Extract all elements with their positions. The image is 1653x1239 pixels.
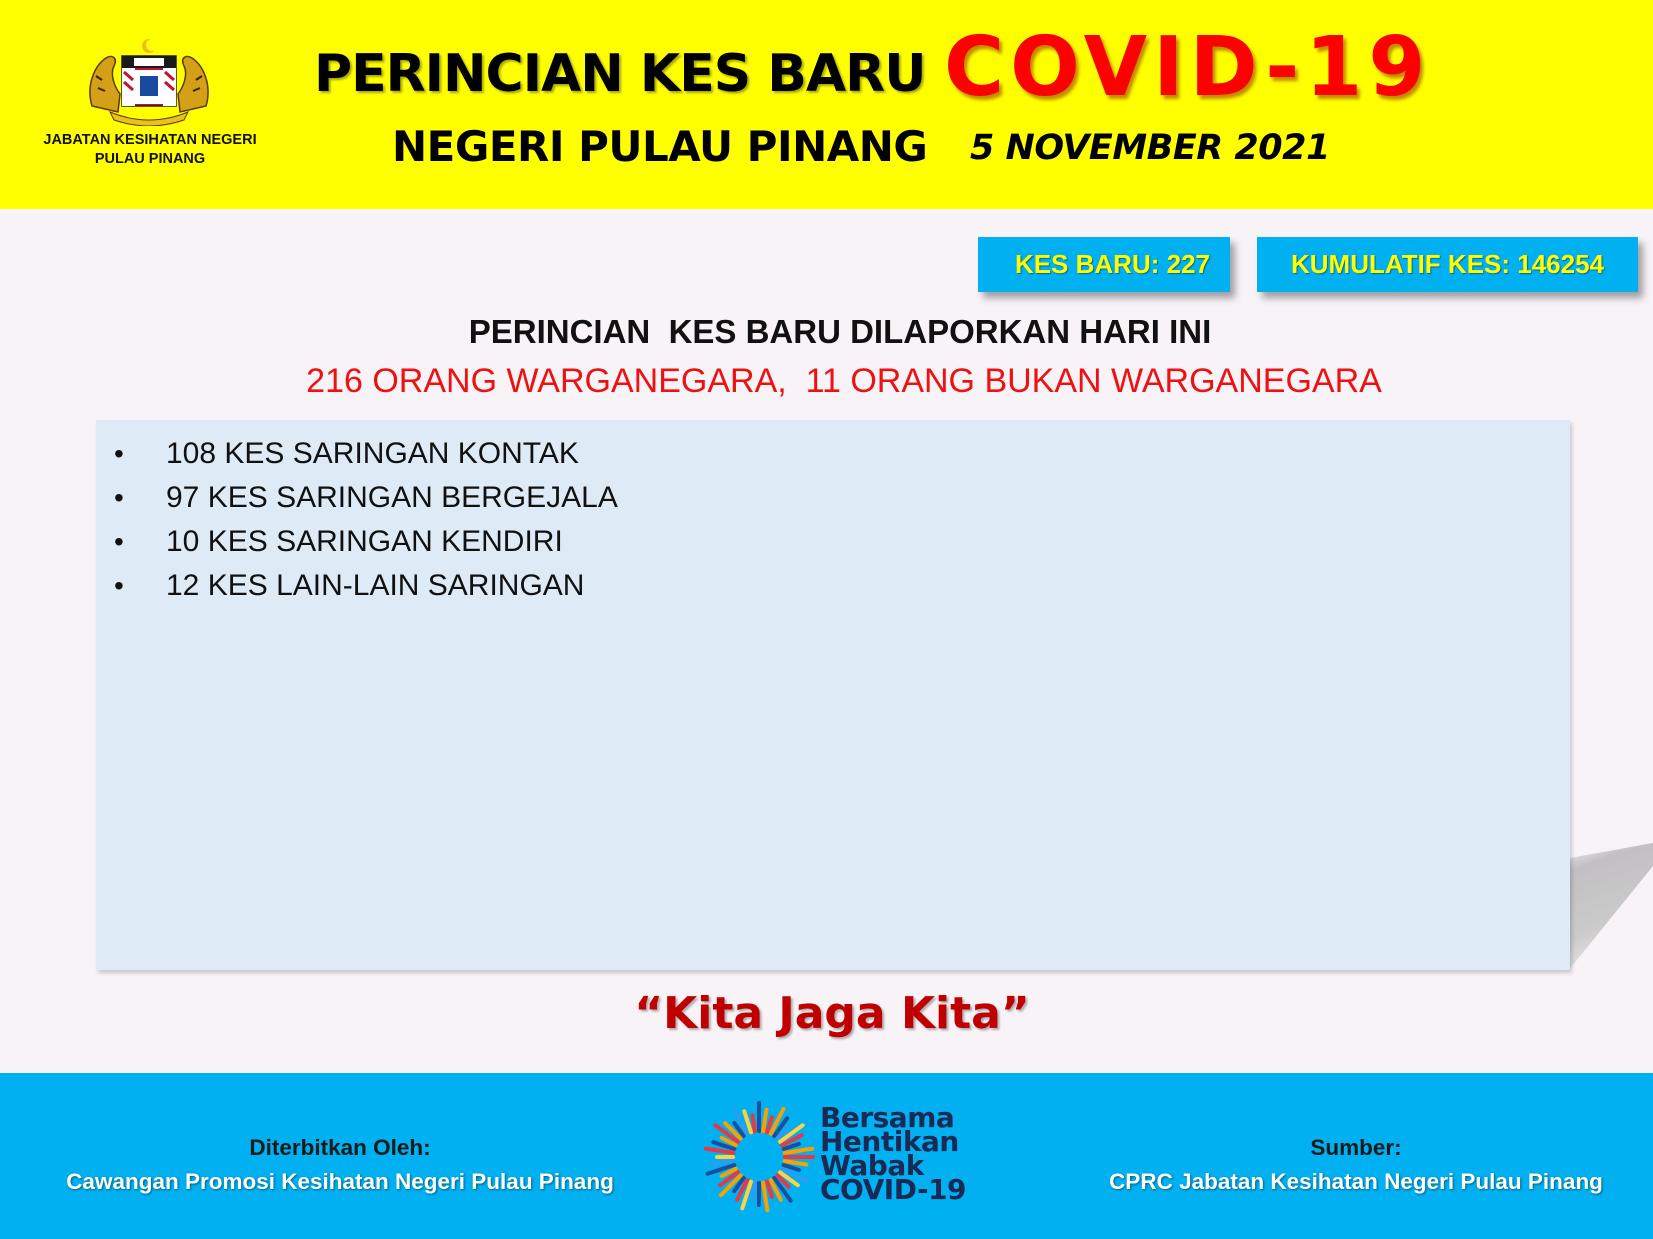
footer <box>0 1073 1653 1239</box>
covid-title: COVID-19 <box>944 20 1432 115</box>
case-breakdown-panel <box>96 420 1570 970</box>
slogan: “Kita Jaga Kita” <box>634 988 1030 1039</box>
source-label: Sumber: <box>1310 1135 1402 1160</box>
list-item <box>96 476 618 520</box>
publisher-block <box>40 1131 640 1199</box>
bullet-icon: • <box>114 526 124 557</box>
source-name: CPRC Jabatan Kesihatan Negeri Pulau Pinang <box>1109 1169 1603 1194</box>
section-subtitle: 216 ORANG WARGANEGARA, 11 ORANG BUKAN WARGANEGARA <box>306 362 1382 400</box>
burst-ray <box>712 1161 734 1164</box>
list-item-text: 10 KES SARINGAN KENDIRI <box>166 525 563 558</box>
campaign-logo-line3: Wabak <box>820 1149 924 1182</box>
panel-shadow-decoration <box>1568 843 1653 971</box>
campaign-burst-icon <box>698 1096 820 1218</box>
campaign-logo-line4: COVID-19 <box>820 1173 967 1206</box>
list-item-text: 108 KES SARINGAN KONTAK <box>166 437 579 470</box>
burst-ray <box>752 1116 755 1132</box>
section-title: PERINCIAN KES BARU DILAPORKAN HARI INI <box>468 313 1212 350</box>
state-title: NEGERI PULAU PINANG <box>392 122 928 171</box>
new-cases-badge: KES BARU: 227 <box>978 237 1230 292</box>
cumulative-cases-badge: KUMULATIF KES: 146254 <box>1257 237 1638 292</box>
header-banner <box>0 0 1653 209</box>
bullet-icon: • <box>114 438 124 469</box>
list-item <box>96 520 618 564</box>
burst-ray <box>785 1161 807 1164</box>
list-item <box>96 432 618 476</box>
bullet-icon: • <box>114 482 124 513</box>
department-name-line1: JABATAN KESIHATAN NEGERI <box>43 132 257 148</box>
list-item-text: 97 KES SARINGAN BERGEJALA <box>166 481 618 514</box>
page-title: PERINCIAN KES BARU <box>314 44 926 104</box>
report-date: 5 NOVEMBER 2021 <box>970 128 1330 168</box>
burst-ray <box>752 1183 755 1199</box>
case-breakdown-list <box>96 432 618 608</box>
campaign-logo-line1: Bersama <box>820 1101 955 1134</box>
list-item-text: 12 KES LAIN-LAIN SARINGAN <box>166 569 585 602</box>
department-name-line2: PULAU PINANG <box>94 151 206 167</box>
publisher-label: Diterbitkan Oleh: <box>249 1135 431 1160</box>
campaign-logo-line2: Hentikan <box>820 1125 959 1158</box>
coat-of-arms-logo <box>84 36 214 126</box>
campaign-logo-text <box>820 1101 967 1206</box>
list-item <box>96 564 618 608</box>
burst-ray <box>763 1110 766 1132</box>
bullet-icon: • <box>114 570 124 601</box>
department-name <box>20 131 280 169</box>
source-block <box>1086 1131 1626 1199</box>
publisher-name: Cawangan Promosi Kesihatan Negeri Pulau Pinang <box>66 1169 614 1194</box>
